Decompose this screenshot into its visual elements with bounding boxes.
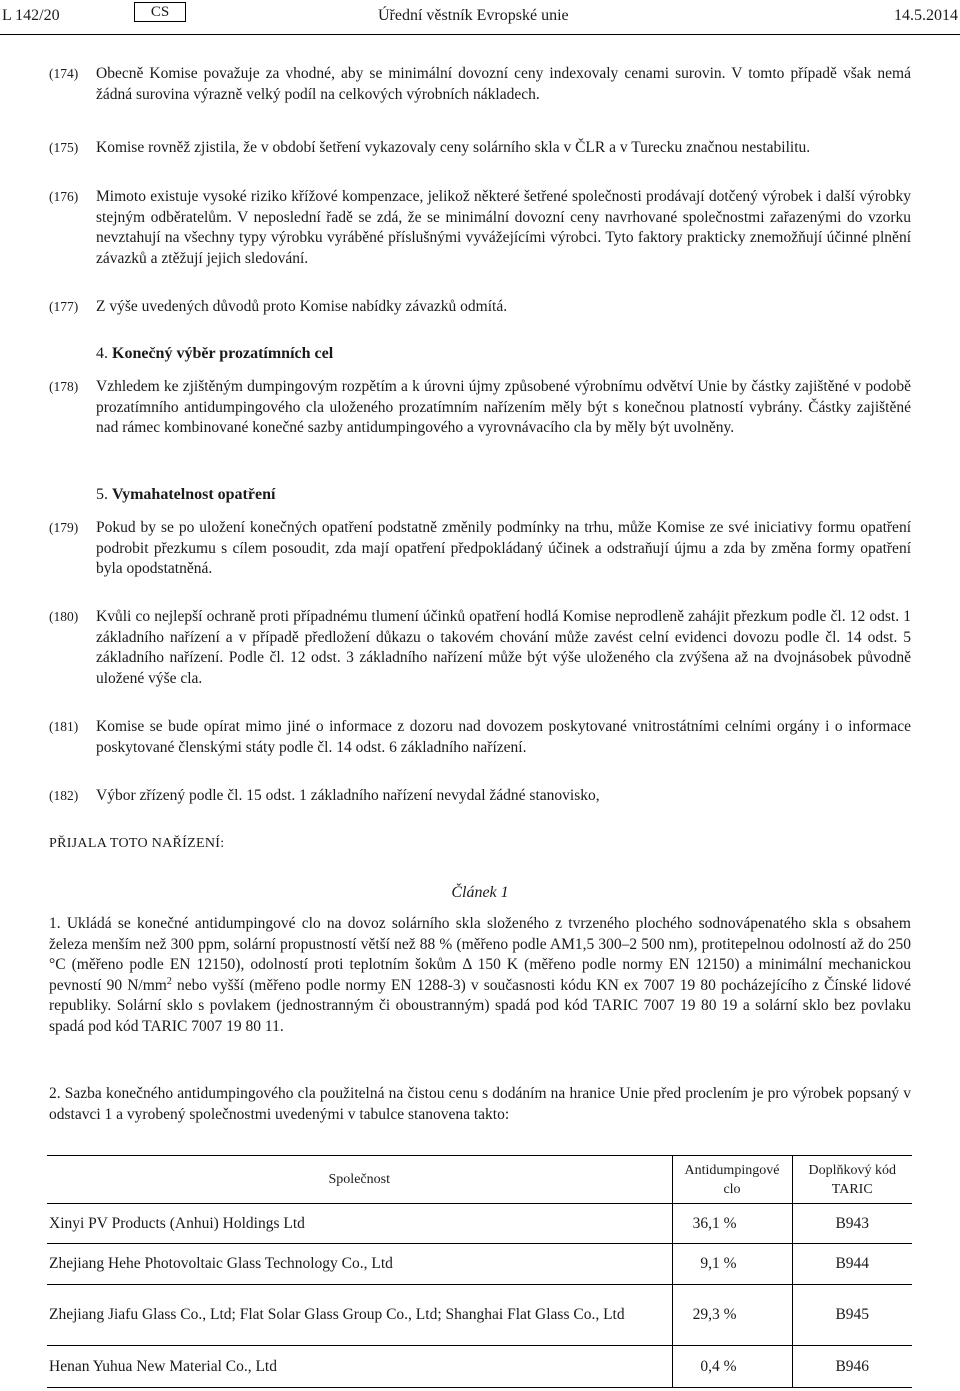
recital-number: (177): [49, 299, 79, 314]
journal-title: Úřední věstník Evropské unie: [378, 7, 569, 24]
taric-cell: B943: [792, 1204, 912, 1244]
duty-cell: 29,3 %: [672, 1285, 792, 1346]
duty-cell: 0,4 %: [672, 1346, 792, 1388]
section-heading-4: [96, 344, 333, 365]
recital-text: Obecně Komise považuje za vhodné, aby se minimální dovozní ceny indexovaly cenami surovin. V tomto případě však nemá žádná surovina výrazně velký podíl na celkových výrobních nákladech.: [96, 65, 911, 103]
section-title: Konečný výběr prozatímních cel: [112, 345, 334, 362]
recital-text: Vzhledem ke zjištěným dumpingovým rozpětím a k úrovni újmy způsobené výrobnímu odvětví Unie by částky zajištěné v podobě prozatímního antidumpingového cla uloženého prozatímním nařízením měly být s konečnou platností vybrány. Částky zajištěné nad rámec kombinované konečné sazby antidumpingového a vyrovnávacího cla by měly být uvolněny.: [96, 378, 911, 436]
recital-number: (182): [49, 788, 79, 803]
recital-text: Pokud by se po uložení konečných opatření podstatně změnily podmínky na trhu, může Komise ze své iniciativy formu opatření podrobit přezkumu s cílem posoudit, zda mají opatření předpokládaný účinek a odstraňují újmu a zda by změna formy opatření byla opodstatněná.: [96, 519, 911, 577]
recital-text: Komise rovněž zjistila, že v období šetření vykazovaly ceny solárního skla v ČLR a v Turecku značnou nestabilitu.: [96, 139, 811, 156]
header-company: Společnost: [47, 1156, 672, 1204]
language-badge: CS: [134, 2, 186, 22]
company-cell: Henan Yuhua New Material Co., Ltd: [47, 1346, 672, 1388]
page-header: [0, 0, 960, 35]
table-header-row: [47, 1156, 912, 1204]
section-title: Vymahatelnost opatření: [112, 486, 276, 503]
taric-cell: B946: [792, 1346, 912, 1388]
section-heading-5: [96, 485, 275, 506]
table-row: [47, 1285, 912, 1346]
publication-date: 14.5.2014: [894, 7, 958, 24]
company-cell: Xinyi PV Products (Anhui) Holdings Ltd: [47, 1204, 672, 1244]
recital-number: (174): [49, 66, 79, 81]
recital-text: Mimoto existuje vysoké riziko křížové kompenzace, jelikož některé šetřené společnosti prodávají dotčený výrobek i další výrobky stejným odběratelům. V neposlední řadě se zdá, že se minimální dovozní ceny navrhované společnostmi zařazenými do vzorku nevztahují na všechny typy výrobku vyráběné příslušnými vyvážejícími výrobci. Tyto faktory prakticky znemožňují účinné plnění závazků a ztěžují jejich sledování.: [96, 188, 911, 267]
table-row: [47, 1244, 912, 1285]
recital-number: (180): [49, 609, 79, 624]
duty-table: [47, 1155, 912, 1388]
header-taric: Doplňkový kód TARIC: [792, 1156, 912, 1204]
table-row: [47, 1346, 912, 1388]
taric-cell: B944: [792, 1244, 912, 1285]
recital-number: (178): [49, 379, 79, 394]
article-paragraph-2: 2. Sazba konečného antidumpingového cla použitelná na čistou cenu s dodáním na hranice Unie před proclením je pro výrobek popsaný v odstavci 1 a vyrobený společnostmi uvedenými v tabulce stanovena takto:: [49, 1085, 911, 1123]
recital-text: Komise se bude opírat mimo jiné o informace z dozoru nad dovozem poskytované vnitrostátními celními orgány i o informace poskytované členskými státy podle čl. 14 odst. 6 základního nařízení.: [96, 718, 911, 756]
header-duty: Antidumpingové clo: [672, 1156, 792, 1204]
section-number: 4.: [96, 345, 108, 362]
section-number: 5.: [96, 486, 108, 503]
taric-cell: B945: [792, 1285, 912, 1346]
company-cell: Zhejiang Jiafu Glass Co., Ltd; Flat Solar Glass Group Co., Ltd; Shanghai Flat Glass Co., Ltd: [47, 1285, 672, 1346]
company-cell: Zhejiang Hehe Photovoltaic Glass Technology Co., Ltd: [47, 1244, 672, 1285]
recital-text: Kvůli co nejlepší ochraně proti případnému tlumení účinků opatření hodlá Komise neprodleně zahájit přezkum podle čl. 12 odst. 1 základního nařízení a v případě předložení důkazu o takovém chování může zavést celní evidenci dovozu podle čl. 14 odst. 5 základního nařízení. Podle čl. 12 odst. 3 základního nařízení může být výše uloženého cla zvýšena až na dvojnásobek původně uložené výše cla.: [96, 608, 911, 687]
journal-reference: L 142/20: [2, 7, 60, 24]
recital-number: (175): [49, 140, 79, 155]
recital-number: (179): [49, 520, 79, 535]
recital-text: Výbor zřízený podle čl. 15 odst. 1 základního nařízení nevydal žádné stanovisko,: [96, 787, 600, 804]
article-paragraph-1: 1. Ukládá se konečné antidumpingové clo na dovoz solárního skla složeného z tvrzeného plochého sodnovápenatého skla s obsahem železa menším než 300 ppm, solární propustností větší než 88 % (měřeno podle AM1,5 300–2 500 nm), protitepelnou odolností až do 250 °C (měřeno podle EN 12150), odolností proti teplotním šokům Δ 150 K (měřeno podle normy EN 12150) a minimální mechanickou pevností 90 $N/mm^2$ nebo vyšší (měřeno podle normy EN 1288-3) v současnosti kódu KN ex 7007 19 80 pocházejícího z Čínské lidové republiky. Solární sklo s povlakem (jednostranným či oboustranným) spadá pod kód TARIC 7007 19 80 19 a solární sklo bez povlaku spadá pod kód TARIC 7007 19 80 11.: [49, 915, 911, 1035]
recital-number: (181): [49, 719, 79, 734]
recital-number: (176): [49, 189, 79, 204]
recital-text: Z výše uvedených důvodů proto Komise nabídky závazků odmítá.: [96, 298, 508, 315]
duty-cell: 9,1 %: [672, 1244, 792, 1285]
article-title: Článek 1: [451, 884, 509, 901]
duty-cell: 36,1 %: [672, 1204, 792, 1244]
table-row: [47, 1204, 912, 1244]
adoption-formula: PŘIJALA TOTO NAŘÍZENÍ:: [49, 836, 225, 851]
